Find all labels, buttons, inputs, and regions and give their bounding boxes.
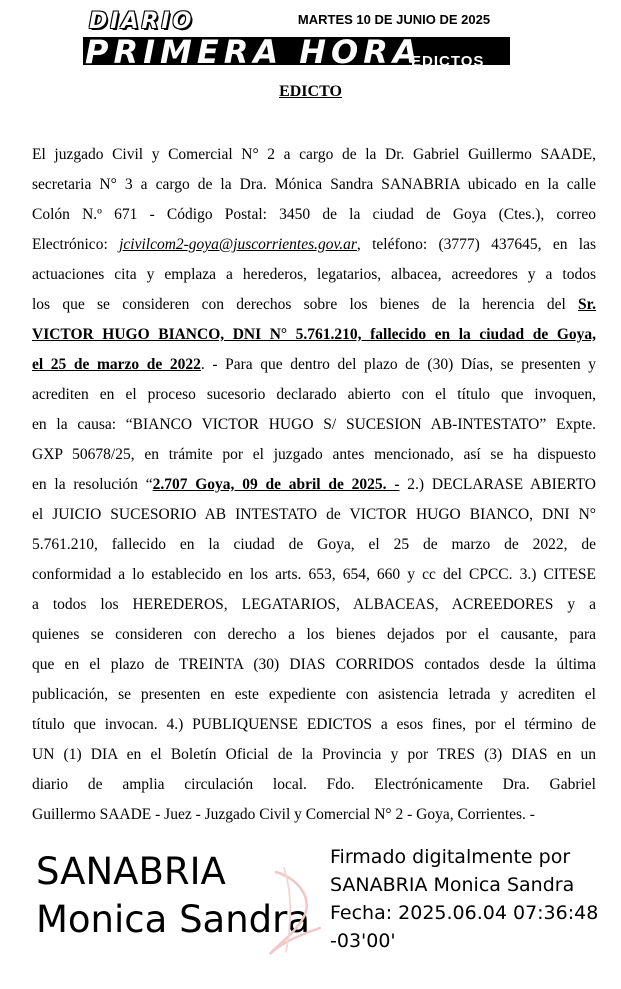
body-text-segment: Sr. <box>578 296 596 313</box>
body-text-segment: conformidad a lo establecido en los arts. 653, 654, 660 y cc del CPCC. 3.) CITESE <box>32 566 596 583</box>
signature-flourish-icon <box>262 862 332 958</box>
body-line <box>32 350 596 380</box>
body-text-segment: 2.) DECLARASE ABIERTO <box>399 476 596 493</box>
body-text-segment: quienes se consideren con derecho a los bienes dejados por el causante, para <box>32 626 596 643</box>
body-line <box>32 590 596 620</box>
body-line <box>32 140 596 170</box>
body-line <box>32 290 596 320</box>
body-line <box>32 620 596 650</box>
body-text-segment: actuaciones cita y emplaza a herederos, legatarios, albacea, acreedores y a todos <box>32 266 596 283</box>
signature-name-line1: SANABRIA <box>36 850 226 893</box>
body-text-segment: el JUICIO SUCESORIO AB INTESTATO de VICTOR HUGO BIANCO, DNI N° <box>32 506 596 523</box>
masthead-section: EDICTOS <box>411 53 485 65</box>
signature-name-line2: Monica Sandra <box>36 898 311 941</box>
body-text-segment: UN (1) DIA en el Boletín Oficial de la Provincia y por TRES (3) DIAS en un <box>32 746 596 763</box>
body-text-segment: VICTOR HUGO BIANCO, DNI N° 5.761.210, fallecido en la ciudad de Goya, <box>32 326 596 343</box>
body-text-segment: 5.761.210, fallecido en la ciudad de Goya, el 25 de marzo de 2022, de <box>32 536 596 553</box>
body-line <box>32 170 596 200</box>
body-line <box>32 530 596 560</box>
masthead-brand-top: DIARIO <box>89 10 195 34</box>
body-line <box>32 410 596 440</box>
signature-date: Fecha: 2025.06.04 07:36:48 <box>330 902 599 924</box>
body-line <box>32 200 596 230</box>
body-text-segment: diario de amplia circulación local. Fdo. Electrónicamente Dra. Gabriel <box>32 776 596 793</box>
body-text-segment: acrediten en el proceso sucesorio declarado abierto con el título que invoquen, <box>32 386 596 403</box>
body-line <box>32 740 596 770</box>
body-text-segment: GXP 50678/25, en trámite por el juzgado antes mencionado, así se ha dispuesto <box>32 446 596 463</box>
body-line <box>32 440 596 470</box>
body-text-segment: Electrónico: <box>32 236 120 253</box>
digital-signature-details <box>330 843 598 955</box>
body-text-segment: a todos los HEREDEROS, LEGATARIOS, ALBACEAS, ACREEDORES y a <box>32 596 596 613</box>
body-text-segment: El juzgado Civil y Comercial N° 2 a cargo de la Dr. Gabriel Guillermo SAADE, <box>32 146 596 163</box>
body-line <box>32 800 596 830</box>
edict-body <box>32 140 596 830</box>
body-line <box>32 560 596 590</box>
body-line <box>32 770 596 800</box>
body-line <box>32 380 596 410</box>
body-line <box>32 320 596 350</box>
body-text-segment: que en el plazo de TREINTA (30) DIAS CORRIDOS contados desde la última <box>32 656 596 673</box>
body-line <box>32 710 596 740</box>
signed-label: Firmado digitalmente por <box>330 846 571 868</box>
masthead-date: MARTES 10 DE JUNIO DE 2025 <box>297 12 491 27</box>
body-text-segment: secretaria N° 3 a cargo de la Dra. Mónica Sandra SANABRIA ubicado en la calle <box>32 176 596 193</box>
body-text-segment: Guillermo SAADE - Juez - Juzgado Civil y Comercial N° 2 - Goya, Corrientes. - <box>32 806 535 823</box>
body-line <box>32 230 596 260</box>
body-text-segment: , teléfono: (3777) 437645, en las <box>356 236 597 253</box>
body-text-segment: título que invocan. 4.) PUBLIQUENSE EDICTOS a esos fines, por el término de <box>32 716 596 733</box>
newspaper-masthead <box>83 10 510 65</box>
body-text-segment: en la causa: “BIANCO VICTOR HUGO S/ SUCESION AB-INTESTATO” Expte. <box>32 416 596 433</box>
document-title: EDICTO <box>279 83 342 100</box>
email-address: jcivilcom2-goya@juscorrientes.gov.ar <box>119 236 357 253</box>
signer-name: SANABRIA Monica Sandra <box>330 874 575 896</box>
body-line <box>32 500 596 530</box>
body-line <box>32 260 596 290</box>
body-line <box>32 680 596 710</box>
body-text-segment: publicación, se presenten en este expediente con asistencia letrada y acrediten el <box>32 686 596 703</box>
body-text-segment: los que se consideren con derechos sobre los bienes de la herencia del <box>32 296 579 313</box>
signature-timezone: -03'00' <box>330 930 396 952</box>
body-line <box>32 650 596 680</box>
body-text-segment: Colón N.º 671 - Código Postal: 3450 de la ciudad de Goya (Ctes.), correo <box>32 206 596 223</box>
body-text-segment: el 25 de marzo de 2022 <box>32 356 201 373</box>
body-text-segment: 2.707 Goya, 09 de abril de 2025. - <box>152 476 400 493</box>
body-text-segment: en la resolución “ <box>32 476 153 493</box>
masthead-brand-main: PRIMERA HORA <box>85 33 423 65</box>
body-line <box>32 470 596 500</box>
body-text-segment: . - Para que dentro del plazo de (30) Días, se presenten y <box>200 356 596 373</box>
